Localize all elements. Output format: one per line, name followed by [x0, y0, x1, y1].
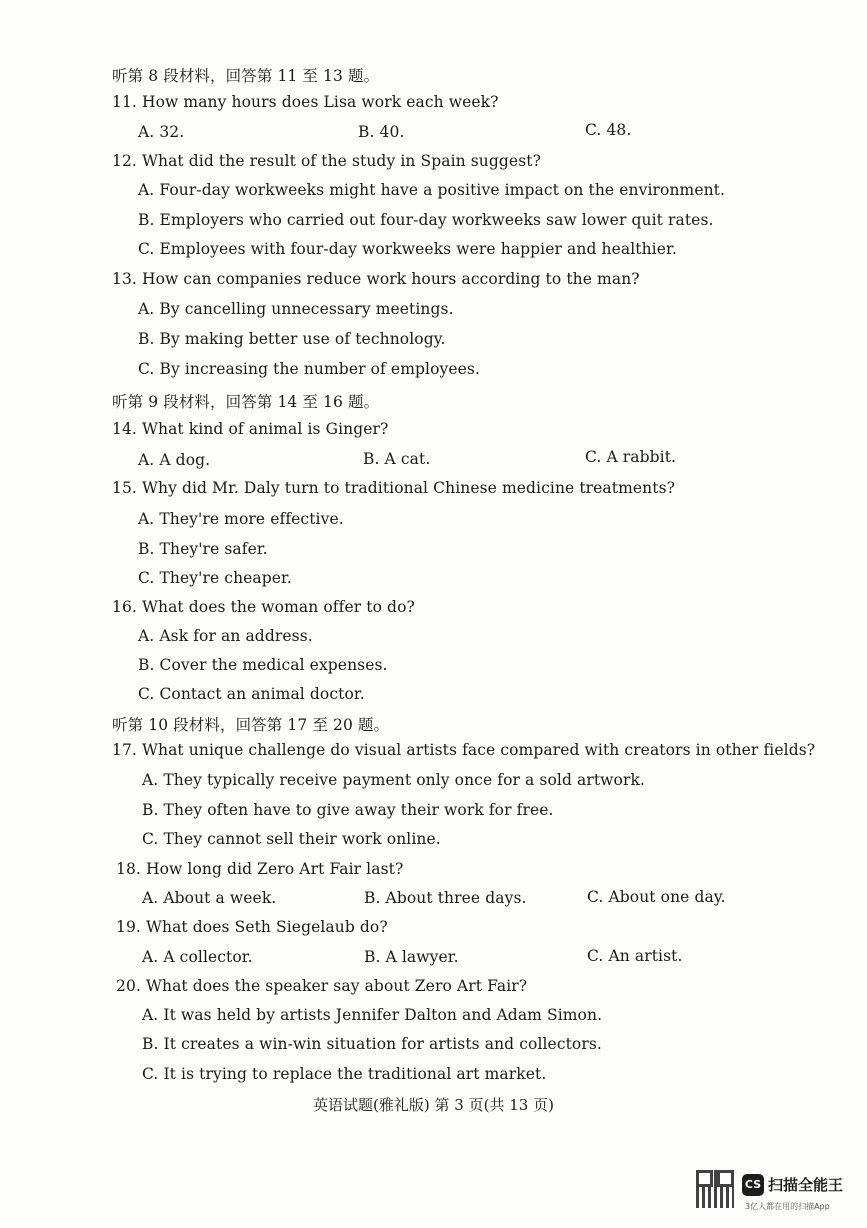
section-header-10: 听第 10 段材料，回答第 17 至 20 题。 [112, 716, 390, 734]
question-20: 20. What does the speaker say about Zero Art Fair? [116, 977, 528, 995]
q17-option-a: A. They typically receive payment only once for a sold artwork. [142, 771, 646, 789]
question-16: 16. What does the woman offer to do? [112, 598, 415, 616]
q11-option-a: A. 32. [138, 123, 185, 141]
question-15: 15. Why did Mr. Daly turn to traditional Chinese medicine treatments? [112, 479, 676, 497]
q14-option-c: C. A rabbit. [585, 448, 677, 466]
section-header-9: 听第 9 段材料，回答第 14 至 16 题。 [112, 393, 380, 411]
q15-option-c: C. They're cheaper. [138, 569, 292, 587]
q19-option-c: C. An artist. [587, 947, 683, 965]
page-footer: 英语试题(雅礼版) 第 3 页(共 13 页) [313, 1096, 554, 1114]
question-17: 17. What unique challenge do visual artists face compared with creators in other fields? [112, 741, 816, 759]
q17-option-b: B. They often have to give away their work for free. [142, 801, 554, 819]
question-11: 11. How many hours does Lisa work each week? [112, 93, 499, 111]
q15-option-b: B. They're safer. [138, 540, 268, 558]
q20-option-c: C. It is trying to replace the traditional art market. [142, 1065, 547, 1083]
q16-option-a: A. Ask for an address. [138, 627, 313, 645]
q17-option-c: C. They cannot sell their work online. [142, 830, 441, 848]
q18-option-a: A. About a week. [142, 889, 277, 907]
q13-option-a: A. By cancelling unnecessary meetings. [138, 300, 454, 318]
q19-option-b: B. A lawyer. [364, 948, 459, 966]
section-header-8: 听第 8 段材料，回答第 11 至 13 题。 [112, 67, 380, 85]
q12-option-a: A. Four-day workweeks might have a positive impact on the environment. [138, 181, 726, 199]
camscanner-logo-icon: CS [742, 1174, 764, 1196]
q18-option-b: B. About three days. [364, 889, 527, 907]
question-12: 12. What did the result of the study in Spain suggest? [112, 152, 542, 170]
q16-option-b: B. Cover the medical expenses. [138, 656, 388, 674]
q12-option-b: B. Employers who carried out four-day workweeks saw lower quit rates. [138, 211, 714, 229]
q12-option-c: C. Employees with four-day workweeks were happier and healthier. [138, 240, 677, 258]
q19-option-a: A. A collector. [142, 948, 253, 966]
q18-option-c: C. About one day. [587, 888, 726, 906]
question-13: 13. How can companies reduce work hours according to the man? [112, 270, 640, 288]
q15-option-a: A. They're more effective. [138, 510, 344, 528]
scanner-tagline: 3亿人都在用的扫描App [745, 1202, 830, 1211]
question-19: 19. What does Seth Siegelaub do? [116, 918, 388, 936]
q14-option-a: A. A dog. [138, 451, 211, 469]
q13-option-b: B. By making better use of technology. [138, 330, 446, 348]
qr-code-icon [696, 1170, 734, 1208]
q11-option-c: C. 48. [585, 121, 632, 139]
q20-option-b: B. It creates a win-win situation for artists and collectors. [142, 1035, 602, 1053]
q20-option-a: A. It was held by artists Jennifer Dalton and Adam Simon. [142, 1006, 603, 1024]
question-18: 18. How long did Zero Art Fair last? [116, 860, 404, 878]
q11-option-b: B. 40. [358, 123, 405, 141]
scanner-brand-name: 扫描全能王 [768, 1176, 844, 1194]
scanner-watermark [690, 1168, 860, 1218]
q14-option-b: B. A cat. [363, 450, 431, 468]
question-14: 14. What kind of animal is Ginger? [112, 420, 389, 438]
q13-option-c: C. By increasing the number of employees. [138, 360, 480, 378]
q16-option-c: C. Contact an animal doctor. [138, 685, 365, 703]
